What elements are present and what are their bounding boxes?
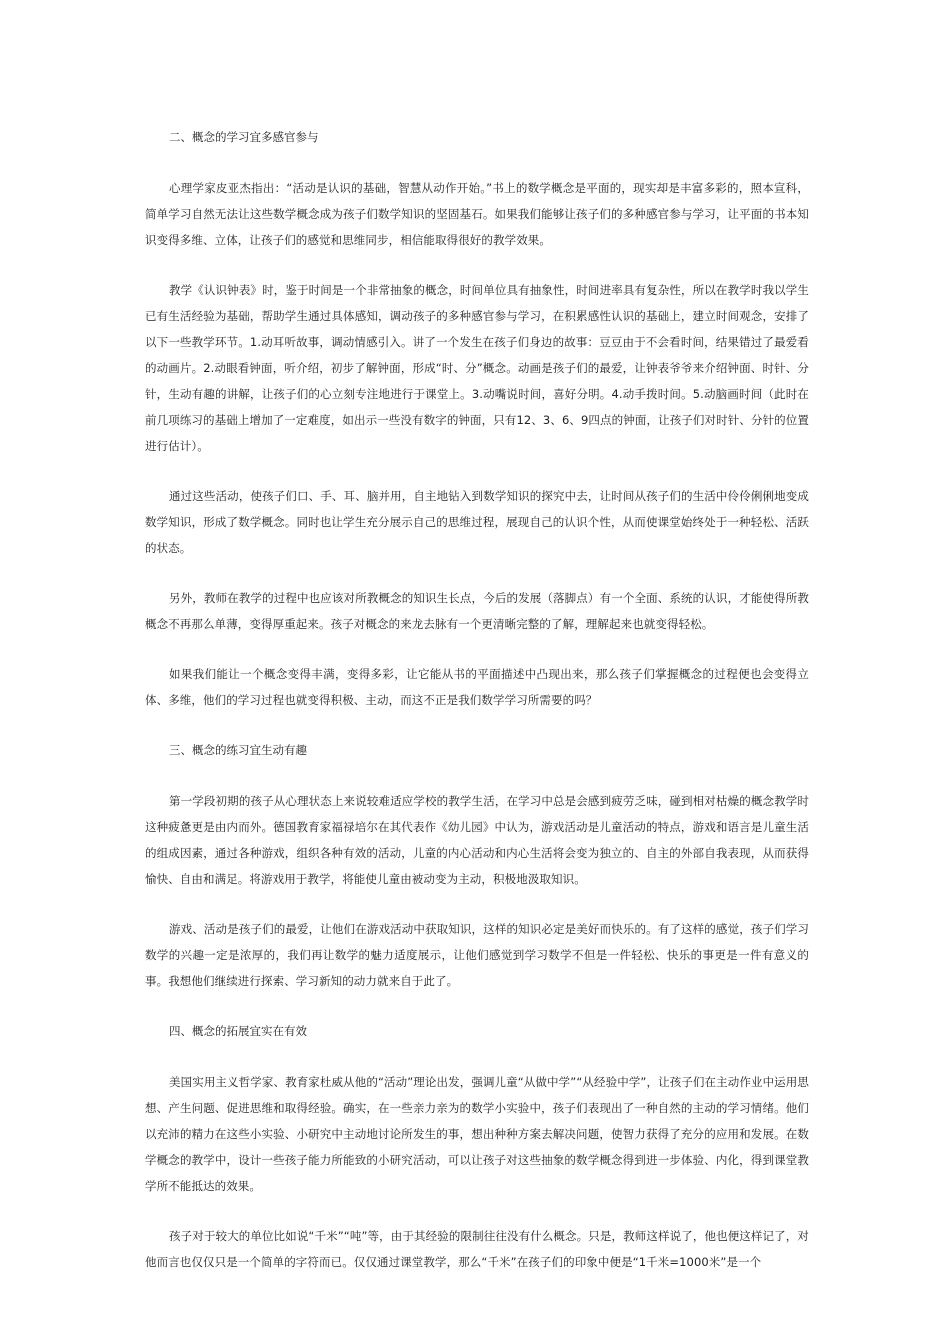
paragraph: 第一学段初期的孩子从心理状态上来说较难适应学校的教学生活，在学习中总是会感到疲劳乏味，碰到相对枯燥的概念教学时这种疲惫更是由内而外。德国教育家福禄培尔在其代表作《幼儿园》中认为，游戏活动是儿童活动的特点，游戏和语言是儿童生活的组成因素，通过各种游戏，组织各种有效的活动，儿童的内心活动和内心生活将会变为独立的、自主的外部自我表现，从而获得愉快、自由和满足。将游戏用于教学，将能使儿童由被动变为主动，积极地汲取知识。 (145, 794, 809, 886)
paragraph: 孩子对于较大的单位比如说“千米”“吨”等，由于其经验的限制往往没有什么概念。只是，教师这样说了，他也便这样记了，对他而言也仅仅只是一个简单的字符而已。仅仅通过课堂教学，那么“千米”在孩子们的印象中便是“1千米=1000米”是一个 (145, 1229, 809, 1269)
section-heading-2: 二、概念的学习宜多感官参与 (169, 130, 319, 144)
paragraph: 教学《认识钟表》时，鉴于时间是一个非常抽象的概念，时间单位具有抽象性，时间进率具有复杂性，所以在教学时我以学生已有生活经验为基础，帮助学生通过具体感知，调动孩子的多种感官参与学习，在积累感性认识的基础上，建立时间观念，安排了以下一些教学环节。1.动耳听故事，调动情感引入。讲了一个发生在孩子们身边的故事：豆豆由于不会看时间，结果错过了最爱看的动画片。2.动眼看钟面，听介绍，初步了解钟面，形成“时、分”概念。动画是孩子们的最爱，让钟表爷爷来介绍钟面、时针、分针，生动有趣的讲解，让孩子们的心立刻专注地进行于课堂上。3.动嘴说时间，喜好分明。4.动手拨时间。5.动脑画时间（此时在前几项练习的基础上增加了一定难度，如出示一些没有数字的钟面，只有12、3、6、9四点的钟面，让孩子们对时针、分针的位置进行估计）。 (145, 283, 809, 453)
document-page (145, 124, 809, 1275)
paragraph: 心理学家皮亚杰指出：“活动是认识的基础，智慧从动作开始。”书上的数学概念是平面的，现实却是丰富多彩的，照本宣科，简单学习自然无法让这些数学概念成为孩子们数学知识的坚固基石。如果我们能够让孩子们的多种感官参与学习，让平面的书本知识变得多维、立体，让孩子们的感觉和思维同步，相信能取得很好的教学效果。 (145, 181, 809, 247)
paragraph: 游戏、活动是孩子们的最爱，让他们在游戏活动中获取知识，这样的知识必定是美好而快乐的。有了这样的感觉，孩子们学习数学的兴趣一定是浓厚的，我们再让数学的魅力适度展示，让他们感觉到学习数学不但是一件轻松、快乐的事更是一件有意义的事。我想他们继续进行探索、学习新知的动力就来自于此了。 (145, 922, 809, 988)
paragraph: 另外，教师在教学的过程中也应该对所教概念的知识生长点，今后的发展（落脚点）有一个全面、系统的认识，才能使得所教概念不再那么单薄，变得厚重起来。孩子对概念的来龙去脉有一个更清晰完整的了解，理解起来也就变得轻松。 (145, 591, 809, 631)
paragraph: 如果我们能让一个概念变得丰满，变得多彩，让它能从书的平面描述中凸现出来，那么孩子们掌握概念的过程便也会变得立体、多维，他们的学习过程也就变得积极、主动，而这不正是我们数学学习所需要的吗？ (145, 667, 809, 707)
section-heading-3: 三、概念的练习宜生动有趣 (169, 743, 307, 757)
section-heading-4: 四、概念的拓展宜实在有效 (169, 1024, 307, 1038)
paragraph: 通过这些活动，使孩子们口、手、耳、脑并用，自主地钻入到数学知识的探究中去，让时间从孩子们的生活中伶伶俐俐地变成数学知识，形成了数学概念。同时也让学生充分展示自己的思维过程，展现自己的认识个性，从而使课堂始终处于一种轻松、活跃的状态。 (145, 489, 809, 555)
paragraph: 美国实用主义哲学家、教育家杜威从他的“活动”理论出发，强调儿童“从做中学”“从经验中学”，让孩子们在主动作业中运用思想、产生问题、促进思维和取得经验。确实，在一些亲力亲为的数学小实验中，孩子们表现出了一种自然的主动的学习情绪。他们以充沛的精力在这些小实验、小研究中主动地讨论所发生的事，想出种种方案去解决问题，使智力获得了充分的应用和发展。在数学概念的教学中，设计一些孩子能力所能致的小研究活动，可以让孩子对这些抽象的数学概念得到进一步体验、内化，得到课堂教学所不能抵达的效果。 (145, 1075, 809, 1193)
